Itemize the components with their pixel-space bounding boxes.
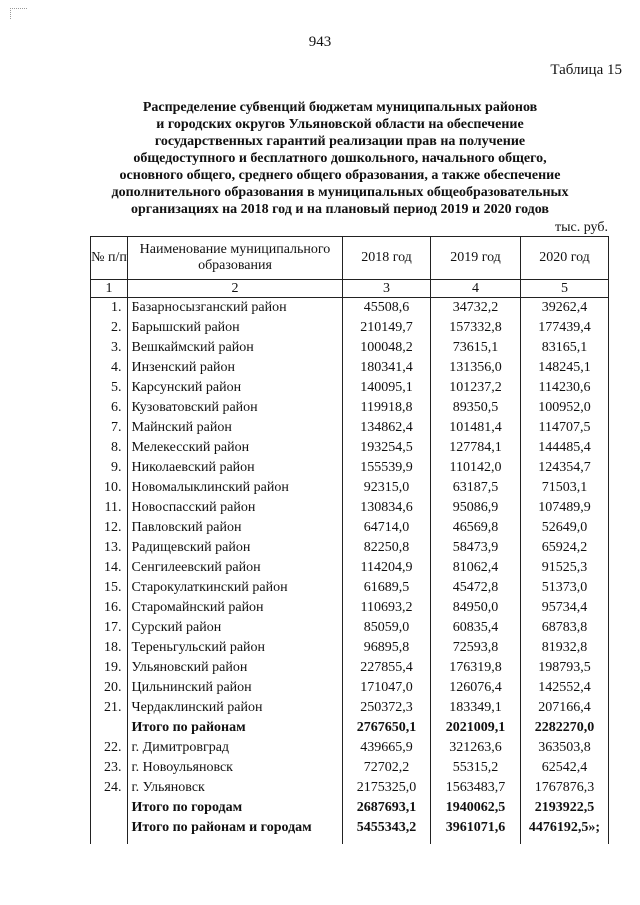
table-row	[91, 478, 609, 498]
row-number: 18.	[104, 640, 122, 655]
value-2018: 2687693,1	[356, 800, 417, 815]
value-2020: 83165,1	[541, 340, 588, 355]
row-number: 15.	[104, 580, 122, 595]
units-label: тыс. руб.	[555, 220, 608, 235]
column-number: 3	[343, 280, 431, 298]
value-2018: 5455343,2	[356, 820, 417, 835]
row-number: 22.	[104, 740, 122, 755]
row-name: Мелекесский район	[131, 440, 250, 455]
row-name: Цильнинский район	[131, 680, 252, 695]
row-number	[91, 798, 128, 818]
total-row	[91, 798, 609, 818]
row-name: Новомалыклинский район	[131, 480, 289, 495]
table-row	[91, 558, 609, 578]
value-2020: 124354,7	[538, 460, 591, 475]
row-number: 10.	[104, 480, 122, 495]
table-row	[91, 778, 609, 798]
row-number: 23.	[104, 760, 122, 775]
row-name: Карсунский район	[131, 380, 242, 395]
value-2020: 142552,4	[538, 680, 591, 695]
row-name: Сенгилеевский район	[131, 560, 261, 575]
value-2020: 2282270,0	[534, 720, 595, 735]
value-2020: 114230,6	[538, 380, 591, 395]
row-number: 5.	[111, 380, 122, 395]
table-row	[91, 658, 609, 678]
document-title	[60, 99, 620, 218]
value-2020: 114707,5	[538, 420, 591, 435]
column-divider	[608, 236, 609, 844]
value-2018: 85059,0	[363, 620, 410, 635]
column-divider	[127, 236, 128, 844]
title-line: основного общего, среднего общего образования, а также обеспечение	[119, 168, 561, 183]
row-name: Радищевский район	[131, 540, 251, 555]
value-2020: 81932,8	[541, 640, 588, 655]
value-2020: 95734,4	[541, 600, 588, 615]
column-divider	[90, 236, 91, 844]
row-name: Старомайнский район	[131, 600, 264, 615]
table-row	[91, 378, 609, 398]
value-2020: 39262,4	[541, 300, 588, 315]
subventions-table	[90, 236, 609, 838]
value-2018: 119918,8	[360, 400, 413, 415]
row-number: 4.	[111, 360, 122, 375]
column-number: 5	[521, 280, 609, 298]
row-number: 24.	[104, 780, 122, 795]
row-number: 12.	[104, 520, 122, 535]
row-name: Новоспасский район	[131, 500, 256, 515]
value-2018: 193254,5	[360, 440, 413, 455]
value-2019: 63187,5	[452, 480, 499, 495]
row-name: Майнский район	[131, 420, 232, 435]
column-divider	[430, 236, 431, 844]
table-row	[91, 418, 609, 438]
row-name: Итого по районам	[131, 720, 246, 735]
row-number: 19.	[104, 660, 122, 675]
value-2019: 127784,1	[449, 440, 502, 455]
value-2018: 134862,4	[360, 420, 413, 435]
value-2018: 155539,9	[360, 460, 413, 475]
value-2019: 110142,0	[449, 460, 502, 475]
value-2018: 110693,2	[360, 600, 413, 615]
row-number: 9.	[111, 460, 122, 475]
value-2020: 363503,8	[538, 740, 591, 755]
value-2019: 55315,2	[452, 760, 499, 775]
row-number: 8.	[111, 440, 122, 455]
row-number: 7.	[111, 420, 122, 435]
table-row	[91, 618, 609, 638]
value-2019: 72593,8	[452, 640, 499, 655]
row-name: Базарносызганский район	[131, 300, 287, 315]
table-row	[91, 338, 609, 358]
table-row	[91, 438, 609, 458]
column-number: 2	[128, 280, 343, 298]
value-2018: 180341,4	[360, 360, 413, 375]
value-2020: 4476192,5»;	[528, 820, 601, 835]
table-label: Таблица 15	[550, 62, 622, 78]
value-2019: 1940062,5	[445, 800, 506, 815]
row-number: 16.	[104, 600, 122, 615]
value-2020: 68783,8	[541, 620, 588, 635]
value-2019: 126076,4	[449, 680, 502, 695]
row-number: 1.	[111, 300, 122, 315]
value-2019: 321263,6	[449, 740, 502, 755]
row-name: Вешкаймский район	[131, 340, 254, 355]
value-2018: 61689,5	[363, 580, 410, 595]
table-row	[91, 538, 609, 558]
table-row	[91, 458, 609, 478]
row-name: Итого по районам и городам	[131, 820, 312, 835]
row-name: Итого по городам	[131, 800, 243, 815]
table-header-row	[91, 237, 609, 280]
value-2020: 100952,0	[538, 400, 591, 415]
value-2018: 92315,0	[363, 480, 410, 495]
value-2020: 144485,4	[538, 440, 591, 455]
row-name: Ульяновский район	[131, 660, 248, 675]
value-2019: 58473,9	[452, 540, 499, 555]
value-2019: 131356,0	[449, 360, 502, 375]
table-row	[91, 298, 609, 319]
title-line: государственных гарантий реализации прав на получение	[154, 134, 526, 149]
title-line: дополнительного образования в муниципальных общеобразовательных	[111, 185, 569, 200]
table-row	[91, 638, 609, 658]
value-2020: 91525,3	[541, 560, 588, 575]
row-name: Кузоватовский район	[131, 400, 258, 415]
value-2018: 171047,0	[360, 680, 413, 695]
title-line: организациях на 2018 год и на плановый период 2019 и 2020 годов	[131, 202, 549, 217]
title-line: и городских округов Ульяновской области на обеспечение	[156, 117, 524, 132]
table-row	[91, 738, 609, 758]
table-row	[91, 758, 609, 778]
table-body	[91, 298, 609, 839]
header-num: № п/п	[91, 237, 128, 280]
table-row	[91, 698, 609, 718]
value-2020: 207166,4	[538, 700, 591, 715]
row-number	[91, 718, 128, 738]
row-number	[91, 818, 128, 838]
value-2018: 100048,2	[360, 340, 413, 355]
value-2019: 176319,8	[449, 660, 502, 675]
value-2019: 2021009,1	[445, 720, 506, 735]
row-name: Барышский район	[131, 320, 240, 335]
value-2019: 34732,2	[452, 300, 499, 315]
value-2018: 2175325,0	[356, 780, 417, 795]
value-2018: 250372,3	[360, 700, 413, 715]
row-number: 13.	[104, 540, 122, 555]
value-2018: 64714,0	[363, 520, 410, 535]
column-number: 1	[91, 280, 128, 298]
value-2018: 82250,8	[363, 540, 410, 555]
scan-corner-mark	[10, 8, 27, 19]
value-2018: 227855,4	[360, 660, 413, 675]
row-number: 14.	[104, 560, 122, 575]
value-2019: 1563483,7	[445, 780, 506, 795]
value-2020: 2193922,5	[534, 800, 595, 815]
row-name: Тереньгульский район	[131, 640, 266, 655]
header-2020: 2020 год	[521, 237, 609, 280]
value-2020: 107489,9	[538, 500, 591, 515]
header-2018: 2018 год	[343, 237, 431, 280]
row-name: Николаевский район	[131, 460, 255, 475]
value-2018: 439665,9	[360, 740, 413, 755]
value-2020: 177439,4	[538, 320, 591, 335]
value-2020: 198793,5	[538, 660, 591, 675]
table-row	[91, 578, 609, 598]
value-2019: 45472,8	[452, 580, 499, 595]
row-number: 17.	[104, 620, 122, 635]
table-row	[91, 318, 609, 338]
value-2019: 101481,4	[449, 420, 502, 435]
row-name: г. Ульяновск	[131, 780, 205, 795]
value-2019: 60835,4	[452, 620, 499, 635]
page-number: 943	[308, 34, 332, 50]
value-2019: 46569,8	[452, 520, 499, 535]
row-name: Чердаклинский район	[131, 700, 263, 715]
total-row	[91, 718, 609, 738]
header-name: Наименование муниципального образования	[128, 237, 343, 280]
value-2020: 62542,4	[541, 760, 588, 775]
value-2018: 96895,8	[363, 640, 410, 655]
value-2018: 140095,1	[360, 380, 413, 395]
value-2020: 52649,0	[541, 520, 588, 535]
row-number: 11.	[104, 500, 122, 515]
value-2020: 51373,0	[541, 580, 588, 595]
row-number: 6.	[111, 400, 122, 415]
value-2018: 114204,9	[360, 560, 413, 575]
row-number: 21.	[104, 700, 122, 715]
header-2019: 2019 год	[431, 237, 521, 280]
table-row	[91, 398, 609, 418]
column-number: 4	[431, 280, 521, 298]
value-2020: 71503,1	[541, 480, 588, 495]
total-row	[91, 818, 609, 838]
value-2019: 157332,8	[449, 320, 502, 335]
value-2019: 84950,0	[452, 600, 499, 615]
row-name: г. Новоульяновск	[131, 760, 233, 775]
row-name: Инзенский район	[131, 360, 236, 375]
value-2018: 210149,7	[360, 320, 413, 335]
value-2018: 130834,6	[360, 500, 413, 515]
title-line: общедоступного и бесплатного дошкольного, начального общего,	[133, 151, 547, 166]
table-row	[91, 358, 609, 378]
value-2019: 101237,2	[449, 380, 502, 395]
value-2019: 3961071,6	[445, 820, 506, 835]
value-2020: 65924,2	[541, 540, 588, 555]
row-number: 3.	[111, 340, 122, 355]
row-name: г. Димитровград	[131, 740, 230, 755]
value-2019: 95086,9	[452, 500, 499, 515]
value-2019: 81062,4	[452, 560, 499, 575]
value-2019: 183349,1	[449, 700, 502, 715]
value-2020: 148245,1	[538, 360, 591, 375]
row-name: Сурский район	[131, 620, 222, 635]
table-row	[91, 678, 609, 698]
row-name: Старокулаткинский район	[131, 580, 288, 595]
table-row	[91, 498, 609, 518]
row-number: 2.	[111, 320, 122, 335]
value-2020: 1767876,3	[534, 780, 595, 795]
row-number: 20.	[104, 680, 122, 695]
column-divider	[520, 236, 521, 844]
table-row	[91, 518, 609, 538]
title-line: Распределение субвенций бюджетам муниципальных районов	[142, 100, 538, 115]
value-2019: 73615,1	[452, 340, 499, 355]
table-row	[91, 598, 609, 618]
value-2019: 89350,5	[452, 400, 499, 415]
value-2018: 45508,6	[363, 300, 410, 315]
column-number-row	[91, 280, 609, 298]
value-2018: 72702,2	[363, 760, 410, 775]
row-name: Павловский район	[131, 520, 242, 535]
column-divider	[342, 236, 343, 844]
value-2018: 2767650,1	[356, 720, 417, 735]
